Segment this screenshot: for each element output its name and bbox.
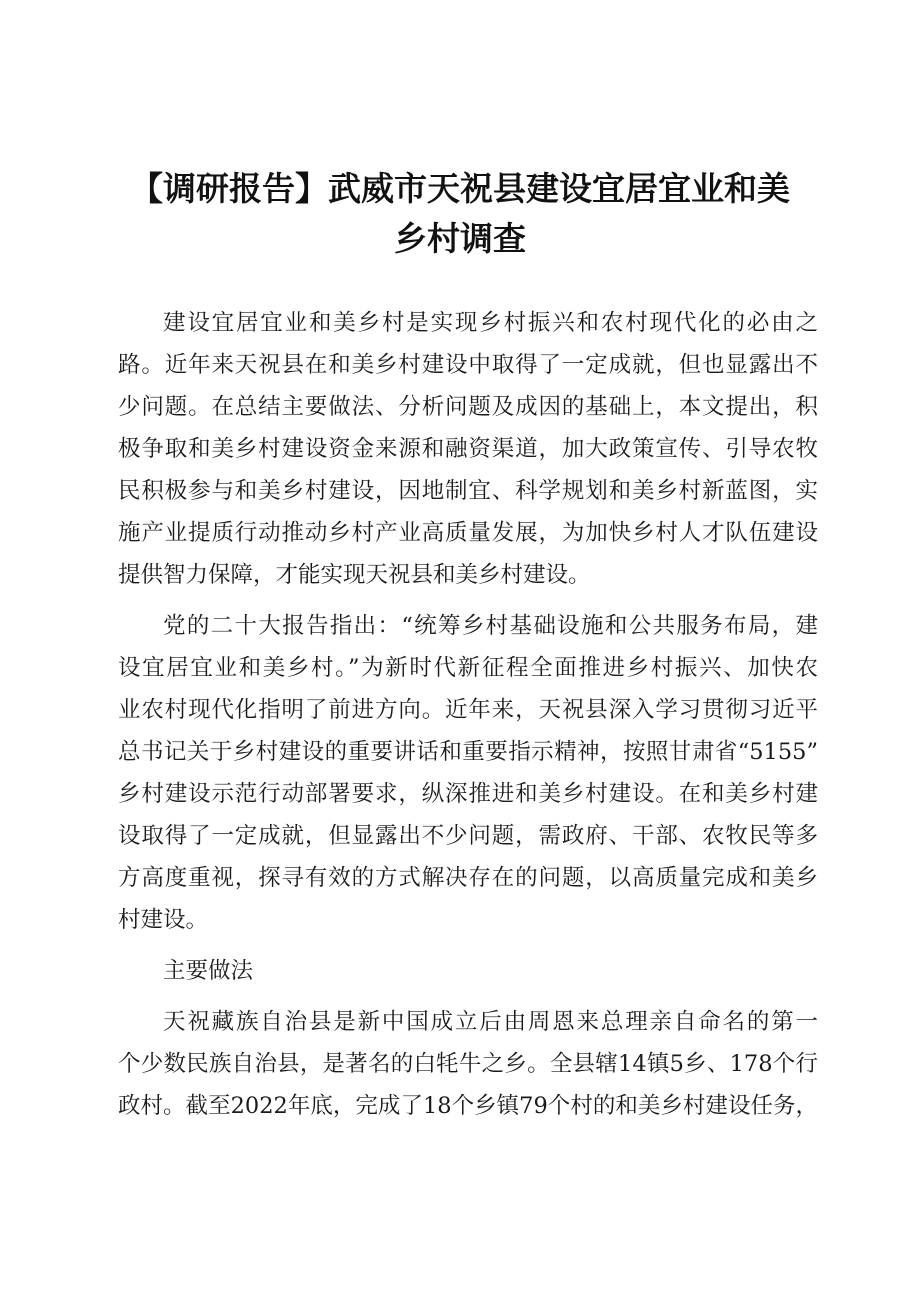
paragraph-line: 提供智力保障，才能实现天祝县和美乡村建设。 (118, 562, 591, 588)
paragraph-line: 天祝藏族自治县是新中国成立后由周恩来总理亲自命名的第一 (163, 1009, 818, 1035)
paragraph-line: 方高度重视，探寻有效的方式解决存在的问题，以高质量完成和美乡 (118, 865, 818, 891)
paragraph-line: 个少数民族自治县，是著名的白牦牛之乡。全县辖14镇5乡、178个行 (118, 1051, 818, 1077)
paragraph-line: 路。近年来天祝县在和美乡村建设中取得了一定成就，但也显露出不 (118, 352, 818, 378)
paragraph-line: 政村。截至2022年底，完成了18个乡镇79个村的和美乡村建设任务， (118, 1093, 818, 1119)
paragraph-line: 设取得了一定成就，但显露出不少问题，需政府、干部、农牧民等多 (118, 823, 818, 849)
paragraph-line: 业农村现代化指明了前进方向。近年来，天祝县深入学习贯彻习近平 (118, 697, 818, 723)
paragraph-line: 乡村建设示范行动部署要求，纵深推进和美乡村建设。在和美乡村建 (118, 781, 818, 807)
paragraph-line: 总书记关于乡村建设的重要讲话和重要指示精神，按照甘肃省“5155” (118, 739, 818, 765)
document-title-line-2: 乡村调查 (394, 219, 526, 258)
paragraph-line: 党的二十大报告指出：“统筹乡村基础设施和公共服务布局，建 (163, 613, 818, 639)
document-title-line-1: 【调研报告】武威市天祝县建设宜居宜业和美 (130, 169, 790, 208)
section-heading: 主要做法 (163, 958, 254, 984)
paragraph-line: 设宜居宜业和美乡村。”为新时代新征程全面推进乡村振兴、加快农 (118, 655, 818, 681)
paragraph-line: 建设宜居宜业和美乡村是实现乡村振兴和农村现代化的必由之 (163, 310, 818, 336)
paragraph-line: 村建设。 (118, 907, 209, 933)
paragraph-line: 少问题。在总结主要做法、分析问题及成因的基础上，本文提出，积 (118, 394, 818, 420)
paragraph-line: 极争取和美乡村建设资金来源和融资渠道，加大政策宣传、引导农牧 (118, 436, 818, 462)
paragraph-line: 施产业提质行动推动乡村产业高质量发展，为加快乡村人才队伍建设 (118, 520, 818, 546)
paragraph-line: 民积极参与和美乡村建设，因地制宜、科学规划和美乡村新蓝图，实 (118, 478, 818, 504)
